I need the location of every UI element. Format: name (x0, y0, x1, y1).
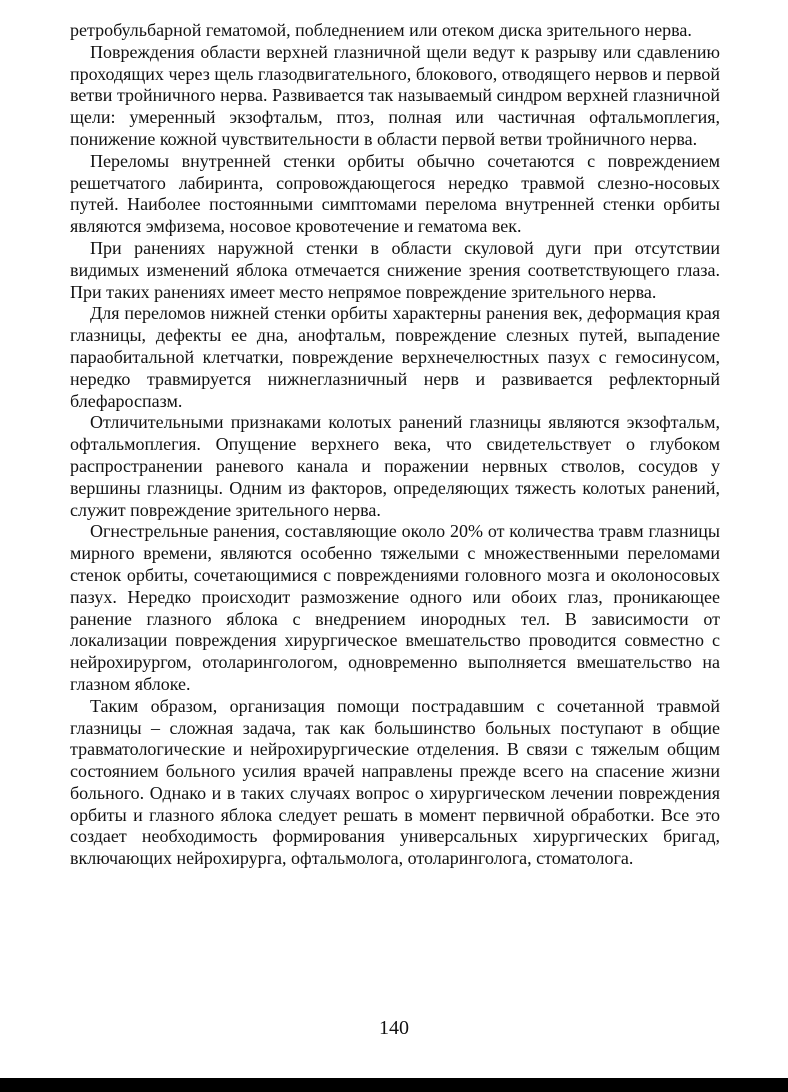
paragraph-lateral-wall: При ранениях наружной стенки в области скуловой дуги при отсутствии видимых изменений яблока отмечается снижение зрения соответствующего глаза. При таких ранениях имеет место непрямое повреждение зрительного нерва. (70, 237, 720, 302)
page-number: 140 (379, 1017, 409, 1039)
paragraph-gunshot-wounds: Огнестрельные ранения, составляющие около 20% от количества травм глазницы мирного времени, являются особенно тяжелыми с множественными переломами стенок орбиты, сочетающимися с повреждениями головного мозга и околоносовых пазух. Нередко происходит размозжение одного или обоих глаз, проникающее ранение глазного яблока с внедрением инородных тел. В зависимости от локализации повреждения хирургическое вмешательство проводится совместно с нейрохирургом, отоларингологом, одновременно выполняется вмешательство на глазном яблоке. (70, 521, 720, 694)
page-body (70, 20, 720, 870)
article-text (70, 20, 720, 870)
paragraph-continuation: ретробульбарной гематомой, побледнением или отеком диска зрительного нерва. (70, 20, 692, 40)
paragraph-conclusion: Таким образом, организация помощи пострадавшим с сочетанной травмой глазницы – сложная задача, так как большинство больных поступают в общие травматологические и нейрохирургические отделения. В связи с тяжелым общим состоянием больного усилия врачей направлены прежде всего на спасение жизни больного. Однако и в таких случаях вопрос о хирургическом лечении повреждения орбиты и глазного яблока следует решать в момент первичной обработки. Все это создает необходимость формирования универсальных хирургических бригад, включающих нейрохирурга, офтальмолога, отоларинголога, стоматолога. (70, 695, 720, 869)
paragraph-medial-wall: Переломы внутренней стенки орбиты обычно сочетаются с повреждением решетчатого лабиринта, сопровождающегося нередко травмой слезно-носовых путей. Наиболее постоянными симптомами перелома внутренней стенки орбиты являются эмфизема, носовое кровотечение и гематома век. (70, 150, 720, 237)
paragraph-stab-wounds: Отличительными признаками колотых ранений глазницы являются экзофтальм, офтальмоплегия. Опущение верхнего века, что свидетельствует о глубоком распространении раневого канала и поражении нервных стволов, сосудов у вершины глазницы. Одним из факторов, определяющих тяжесть колотых ранений, служит повреждение зрительного нерва. (70, 412, 720, 520)
paragraph-orbital-fissure: Повреждения области верхней глазничной щели ведут к разрыву или сдавлению проходящих через щель глазодвигательного, блокового, отводящего нервов и первой ветви тройничного нерва. Развивается так называемый синдром верхней глазничной щели: умеренный экзофтальм, птоз, полная или частичная офтальмоплегия, понижение кожной чувствительности в области первой ветви тройничного нерва. (70, 41, 720, 149)
bottom-scan-edge (0, 1078, 788, 1092)
paragraph-inferior-wall: Для переломов нижней стенки орбиты характерны ранения век, деформация края глазницы, дефекты ее дна, анофтальм, повреждение слезных путей, выпадение параобитальной клетчатки, повреждение верхнечелюстных пазух с гемосинусом, нередко травмируется нижнеглазничный нерв и развивается рефлекторный блефароспазм. (70, 303, 720, 411)
